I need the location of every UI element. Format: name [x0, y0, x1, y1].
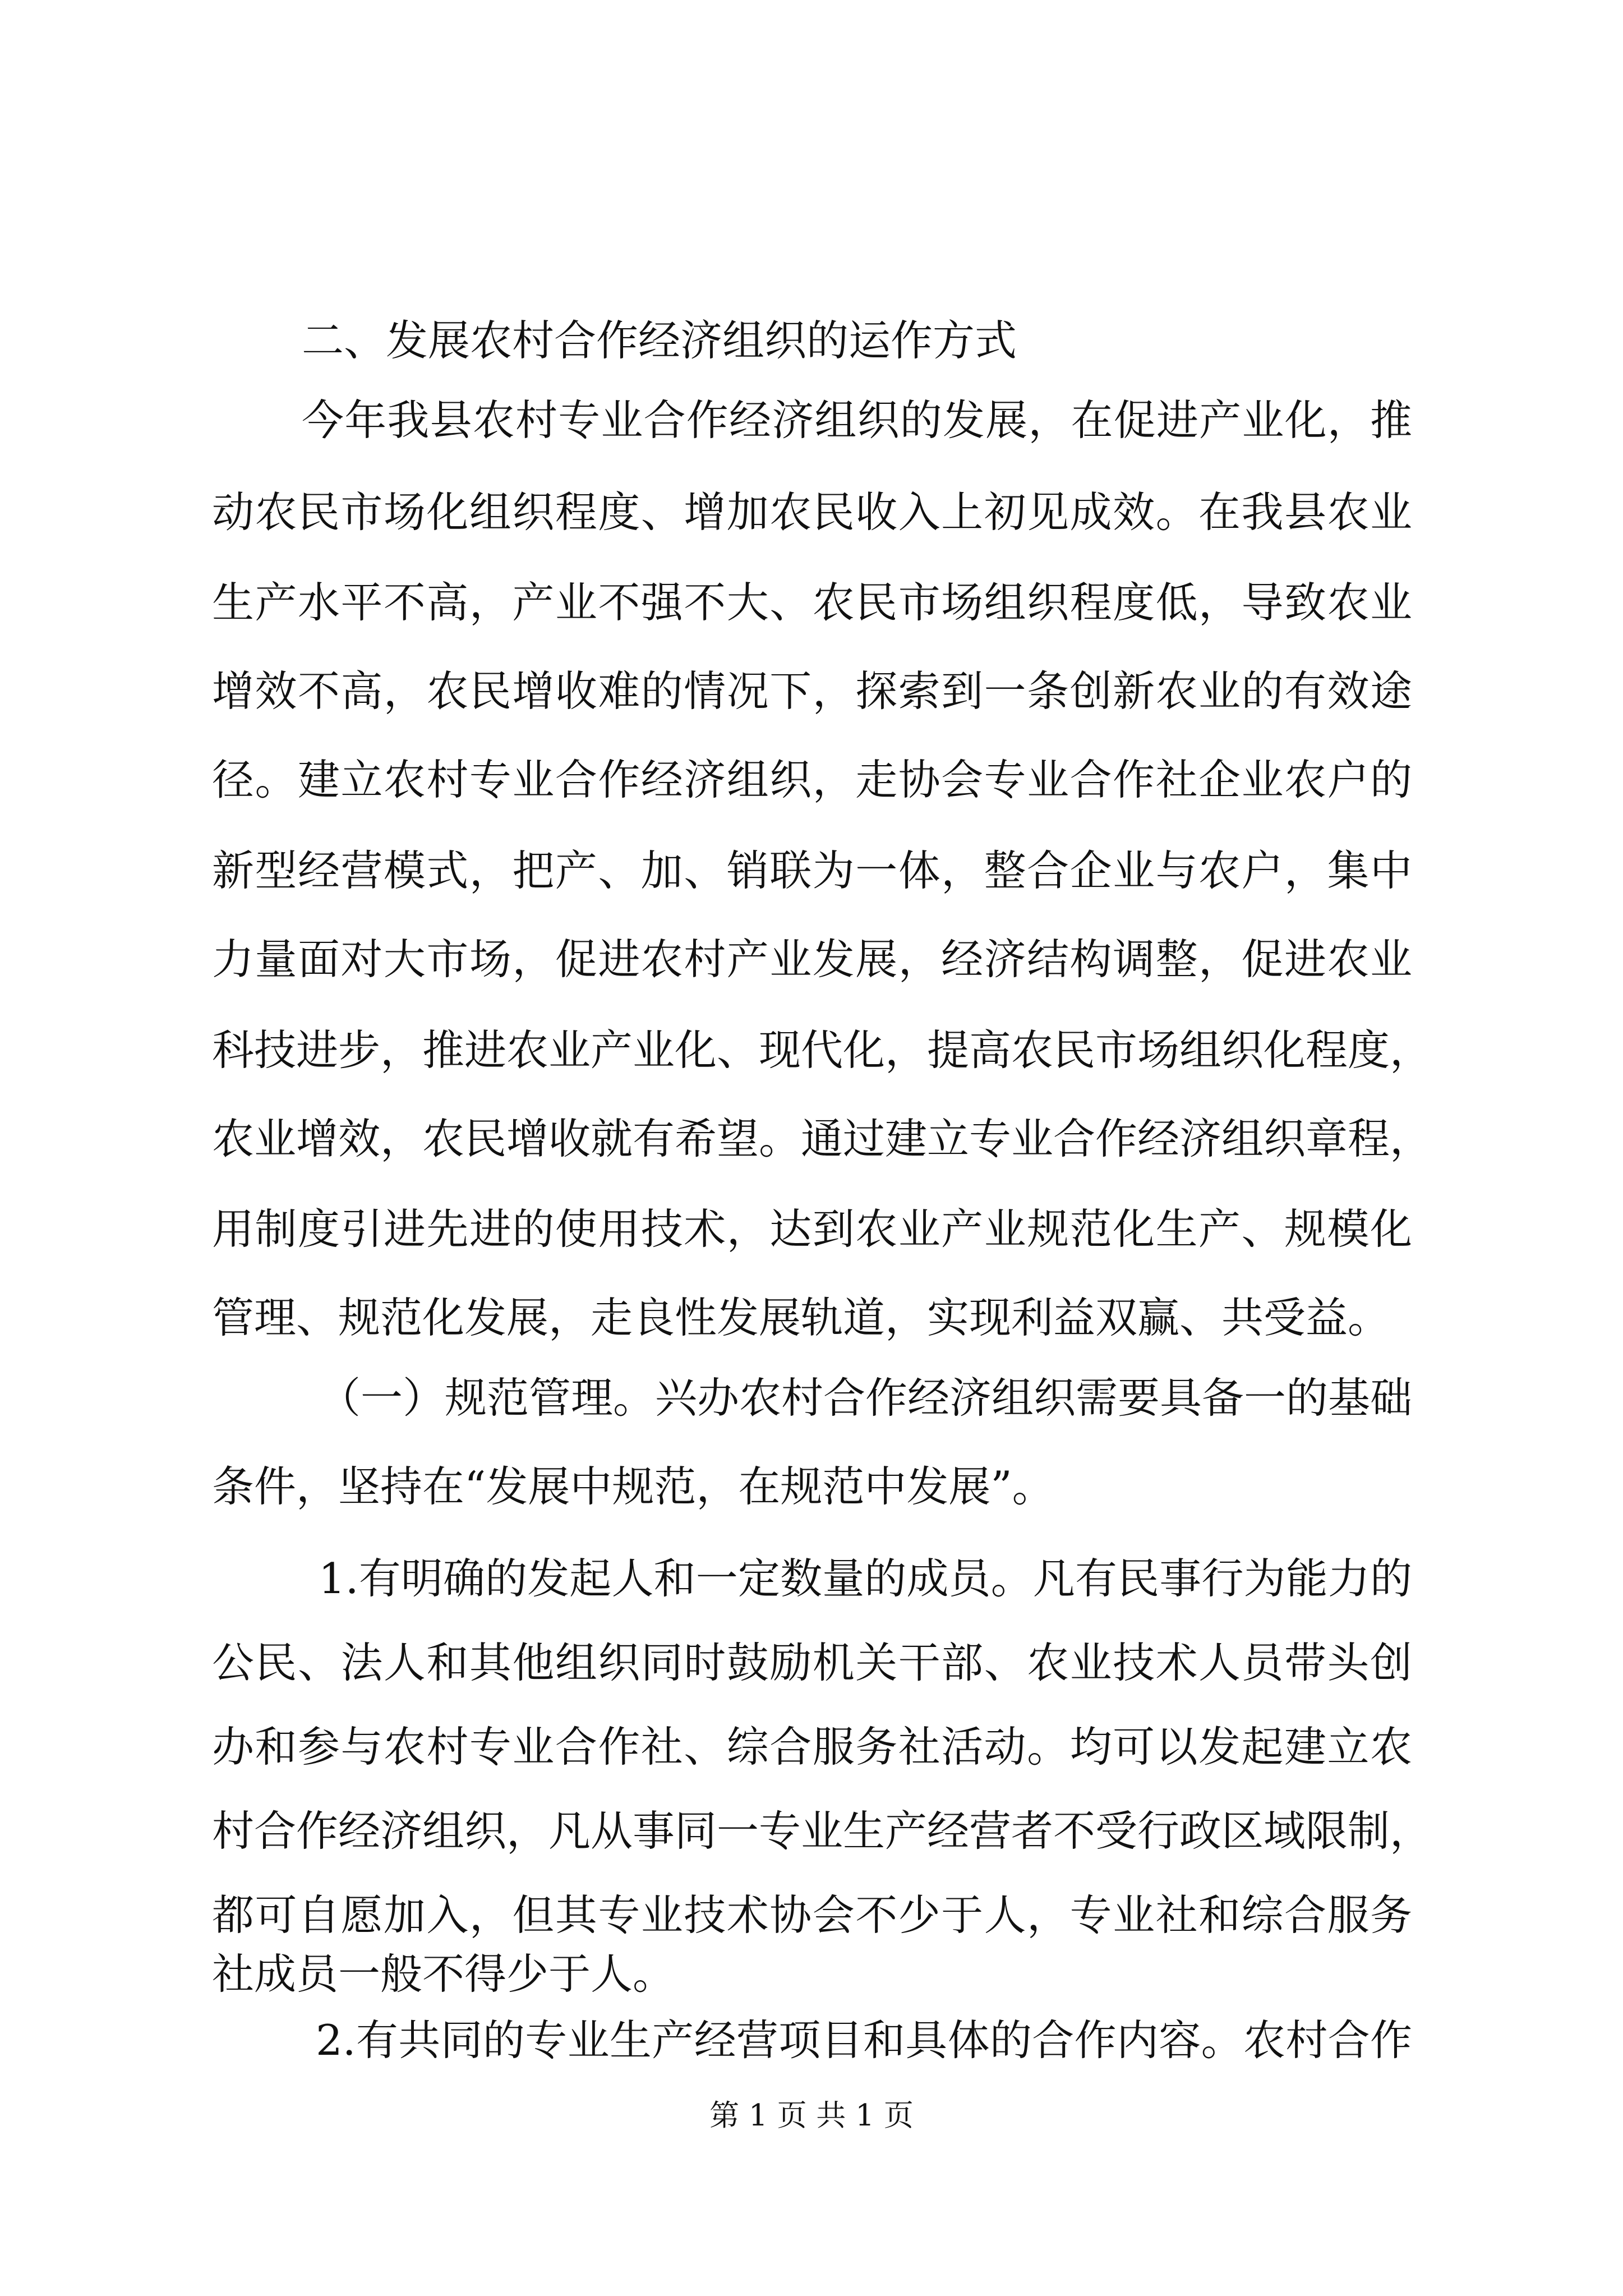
paragraph-line: 社成员一般不得少于人。 [212, 1949, 675, 1999]
page-footer: 第 1 页 共 1 页 [709, 2099, 914, 2133]
paragraph-line: 管理、规范化发展，走良性发展轨道，实现利益双赢、共受益。 [212, 1293, 1390, 1342]
paragraph-line: 用制度引进先进的使用技术，达到农业产业规范化生产、规模化 [212, 1204, 1412, 1254]
paragraph-line: 都可自愿加入，但其专业技术协会不少于人，专业社和综合服务 [212, 1890, 1412, 1940]
paragraph-line: 1.有明确的发起人和一定数量的成员。凡有民事行为能力的 [319, 1554, 1412, 1603]
paragraph-line: 科技进步，推进农业产业化、现代化，提高农民市场组织化程度， [212, 1025, 1432, 1075]
paragraph-line: 公民、法人和其他组织同时鼓励机关干部、农业技术人员带头创 [212, 1638, 1412, 1687]
paragraph-line: 生产水平不高，产业不强不大、农民市场组织程度低，导致农业 [212, 578, 1412, 627]
paragraph-line: 力量面对大市场，促进农村产业发展，经济结构调整，促进农业 [212, 935, 1412, 984]
paragraph-line: 径。建立农村专业合作经济组织，走协会专业合作社企业农户的 [212, 755, 1412, 804]
paragraph-line: 今年我县农村专业合作经济组织的发展，在促进产业化，推 [302, 395, 1412, 445]
paragraph-line: 条件，坚持在“发展中规范，在规范中发展”。 [212, 1462, 1054, 1511]
paragraph-line: 农业增效，农民增收就有希望。通过建立专业合作经济组织章程， [212, 1114, 1432, 1163]
paragraph-line: 增效不高，农民增收难的情况下，探索到一条创新农业的有效途 [212, 666, 1412, 716]
paragraph-line: （一）规范管理。兴办农村合作经济组织需要具备一的基础 [319, 1373, 1413, 1423]
paragraph-line: 新型经营模式，把产、加、销联为一体，整合企业与农户，集中 [212, 846, 1412, 895]
section-heading: 二、发展农村合作经济组织的运作方式 [302, 316, 1017, 365]
paragraph-line: 办和参与农村专业合作社、综合服务社活动。均可以发起建立农 [212, 1722, 1412, 1772]
paragraph-line: 2.有共同的专业生产经营项目和具体的合作内容。农村合作 [316, 2016, 1412, 2065]
paragraph-line: 村合作经济组织，凡从事同一专业生产经营者不受行政区域限制， [212, 1806, 1432, 1856]
paragraph-line: 动农民市场化组织程度、增加农民收入上初见成效。在我县农业 [212, 487, 1412, 537]
